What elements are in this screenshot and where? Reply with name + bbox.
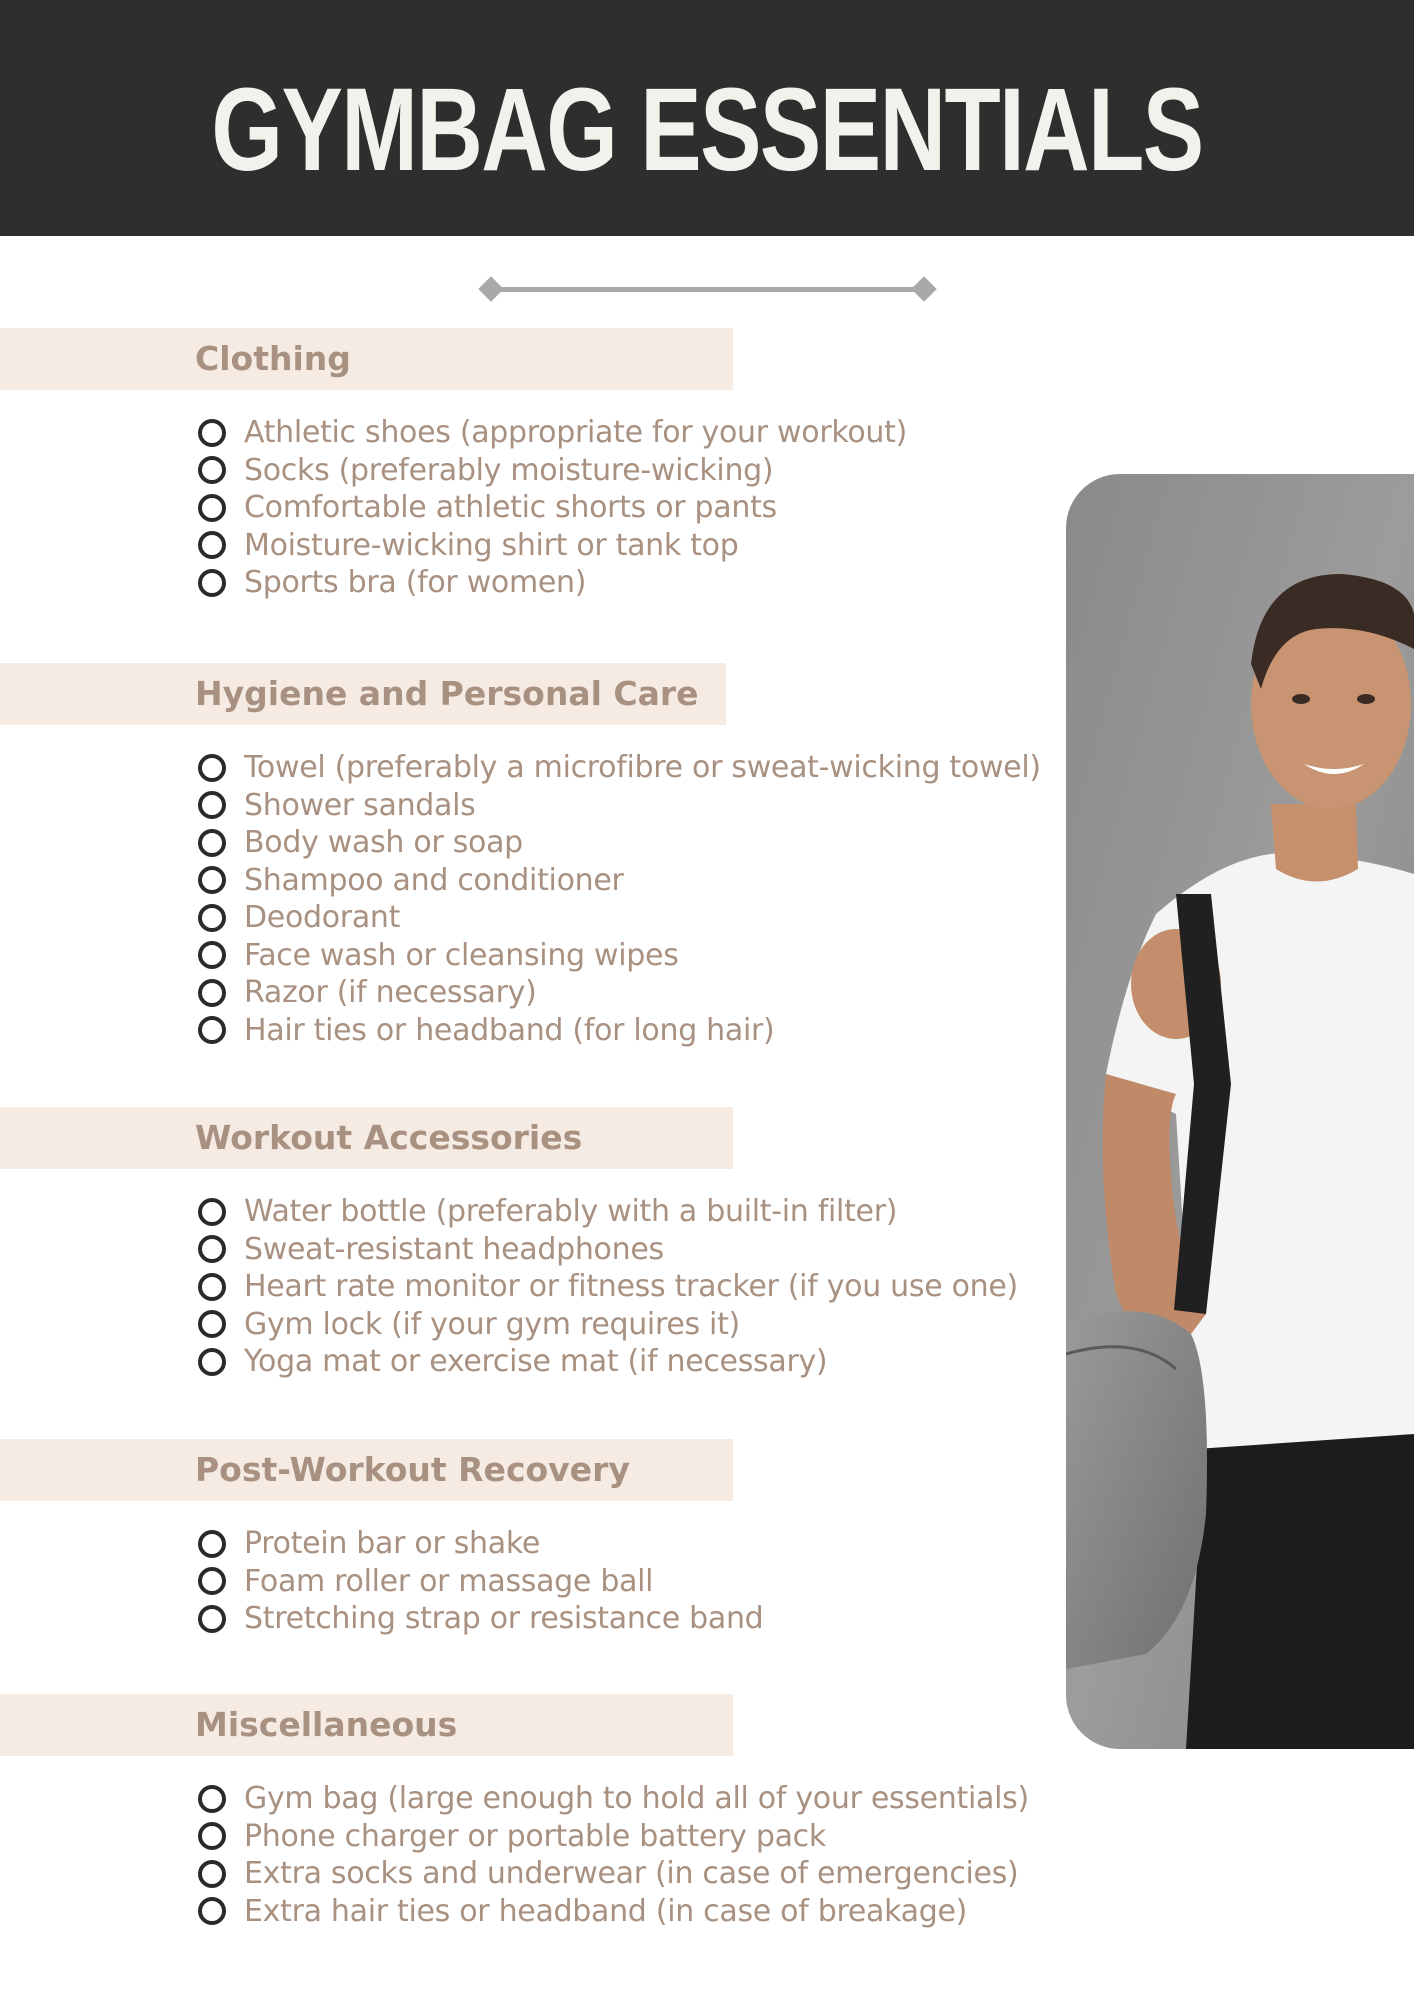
checkbox-circle-icon[interactable]: [198, 829, 226, 857]
checkbox-circle-icon[interactable]: [198, 1273, 226, 1301]
item-label: Socks (preferably moisture-wicking): [244, 452, 774, 488]
checkbox-circle-icon[interactable]: [198, 979, 226, 1007]
list-item[interactable]: [198, 974, 1041, 1012]
checkbox-circle-icon[interactable]: [198, 1822, 226, 1850]
list-item[interactable]: [198, 824, 1041, 862]
list-item[interactable]: [198, 489, 907, 527]
list-item[interactable]: [198, 1855, 1029, 1893]
checkbox-circle-icon[interactable]: [198, 456, 226, 484]
checklist: [198, 1525, 763, 1638]
section-heading: Clothing: [195, 339, 351, 378]
list-item[interactable]: [198, 1563, 763, 1601]
item-label: Sweat-resistant headphones: [244, 1231, 664, 1267]
item-label: Protein bar or shake: [244, 1526, 541, 1562]
item-label: Shampoo and conditioner: [244, 862, 624, 898]
checklist: [198, 749, 1041, 1049]
divider-line: [492, 287, 923, 292]
item-label: Body wash or soap: [244, 825, 523, 861]
section-heading: Hygiene and Personal Care: [195, 674, 699, 713]
checkbox-circle-icon[interactable]: [198, 1235, 226, 1263]
list-item[interactable]: [198, 1343, 1018, 1381]
item-label: Deodorant: [244, 900, 401, 936]
section-heading-band: [0, 328, 733, 390]
item-label: Comfortable athletic shorts or pants: [244, 490, 777, 526]
list-item[interactable]: [198, 564, 907, 602]
list-item[interactable]: [198, 787, 1041, 825]
section-post-workout-recovery: [0, 1439, 764, 1637]
item-label: Foam roller or massage ball: [244, 1563, 654, 1599]
item-label: Face wash or cleansing wipes: [244, 937, 679, 973]
decorative-divider: [480, 276, 935, 302]
list-item[interactable]: [198, 1525, 763, 1563]
item-label: Heart rate monitor or fitness tracker (if you use one): [244, 1269, 1018, 1305]
checkbox-circle-icon[interactable]: [198, 1567, 226, 1595]
checkbox-circle-icon[interactable]: [198, 941, 226, 969]
list-item[interactable]: [198, 414, 907, 452]
checkbox-circle-icon[interactable]: [198, 1310, 226, 1338]
checklist: [198, 1780, 1029, 1930]
list-item[interactable]: [198, 1893, 1029, 1931]
section-heading-band: [0, 1439, 733, 1501]
checkbox-circle-icon[interactable]: [198, 1016, 226, 1044]
list-item[interactable]: [198, 1818, 1029, 1856]
checklist: [198, 1193, 1018, 1381]
section-heading: Miscellaneous: [195, 1705, 458, 1744]
section-heading: Workout Accessories: [195, 1118, 583, 1157]
checkbox-circle-icon[interactable]: [198, 494, 226, 522]
checkbox-circle-icon[interactable]: [198, 791, 226, 819]
checkbox-circle-icon[interactable]: [198, 1605, 226, 1633]
checkbox-circle-icon[interactable]: [198, 754, 226, 782]
checkbox-circle-icon[interactable]: [198, 569, 226, 597]
page-title: GYMBAG ESSENTIALS: [211, 64, 1203, 196]
checkbox-circle-icon[interactable]: [198, 1860, 226, 1888]
list-item[interactable]: [198, 1268, 1018, 1306]
header-bar: [0, 0, 1414, 236]
section-miscellaneous: [0, 1694, 1029, 1929]
checkbox-circle-icon[interactable]: [198, 1198, 226, 1226]
checkbox-circle-icon[interactable]: [198, 1530, 226, 1558]
checkbox-circle-icon[interactable]: [198, 1348, 226, 1376]
item-label: Extra hair ties or headband (in case of breakage): [244, 1893, 968, 1929]
checklist: [198, 414, 907, 602]
checkbox-circle-icon[interactable]: [198, 904, 226, 932]
section-heading-band: [0, 663, 726, 725]
item-label: Gym bag (large enough to hold all of your essentials): [244, 1781, 1029, 1817]
item-label: Gym lock (if your gym requires it): [244, 1306, 740, 1342]
list-item[interactable]: [198, 749, 1041, 787]
diamond-right-icon: [911, 276, 936, 301]
item-label: Razor (if necessary): [244, 975, 537, 1011]
item-label: Athletic shoes (appropriate for your workout): [244, 415, 908, 451]
list-item[interactable]: [198, 937, 1041, 975]
checkbox-circle-icon[interactable]: [198, 1897, 226, 1925]
checkbox-circle-icon[interactable]: [198, 419, 226, 447]
list-item[interactable]: [198, 1306, 1018, 1344]
checkbox-circle-icon[interactable]: [198, 866, 226, 894]
section-hygiene: [0, 663, 1041, 1048]
list-item[interactable]: [198, 452, 907, 490]
section-clothing: [0, 328, 908, 601]
item-label: Hair ties or headband (for long hair): [244, 1012, 775, 1048]
section-heading: Post-Workout Recovery: [195, 1450, 630, 1489]
list-item[interactable]: [198, 862, 1041, 900]
list-item[interactable]: [198, 899, 1041, 937]
item-label: Extra socks and underwear (in case of emergencies): [244, 1856, 1019, 1892]
diamond-left-icon: [478, 276, 503, 301]
list-item[interactable]: [198, 1231, 1018, 1269]
list-item[interactable]: [198, 527, 907, 565]
item-label: Shower sandals: [244, 787, 476, 823]
section-heading-band: [0, 1107, 733, 1169]
man-with-gym-bag-photo: [1066, 474, 1414, 1749]
item-label: Phone charger or portable battery pack: [244, 1818, 826, 1854]
item-label: Sports bra (for women): [244, 565, 587, 601]
item-label: Water bottle (preferably with a built-in filter): [244, 1194, 898, 1230]
list-item[interactable]: [198, 1193, 1018, 1231]
item-label: Yoga mat or exercise mat (if necessary): [244, 1344, 828, 1380]
item-label: Moisture-wicking shirt or tank top: [244, 527, 739, 563]
list-item[interactable]: [198, 1780, 1029, 1818]
item-label: Towel (preferably a microfibre or sweat-wicking towel): [244, 750, 1041, 786]
checkbox-circle-icon[interactable]: [198, 1785, 226, 1813]
section-workout-accessories: [0, 1107, 1018, 1380]
list-item[interactable]: [198, 1600, 763, 1638]
item-label: Stretching strap or resistance band: [244, 1601, 764, 1637]
checkbox-circle-icon[interactable]: [198, 531, 226, 559]
list-item[interactable]: [198, 1012, 1041, 1050]
section-heading-band: [0, 1694, 733, 1756]
